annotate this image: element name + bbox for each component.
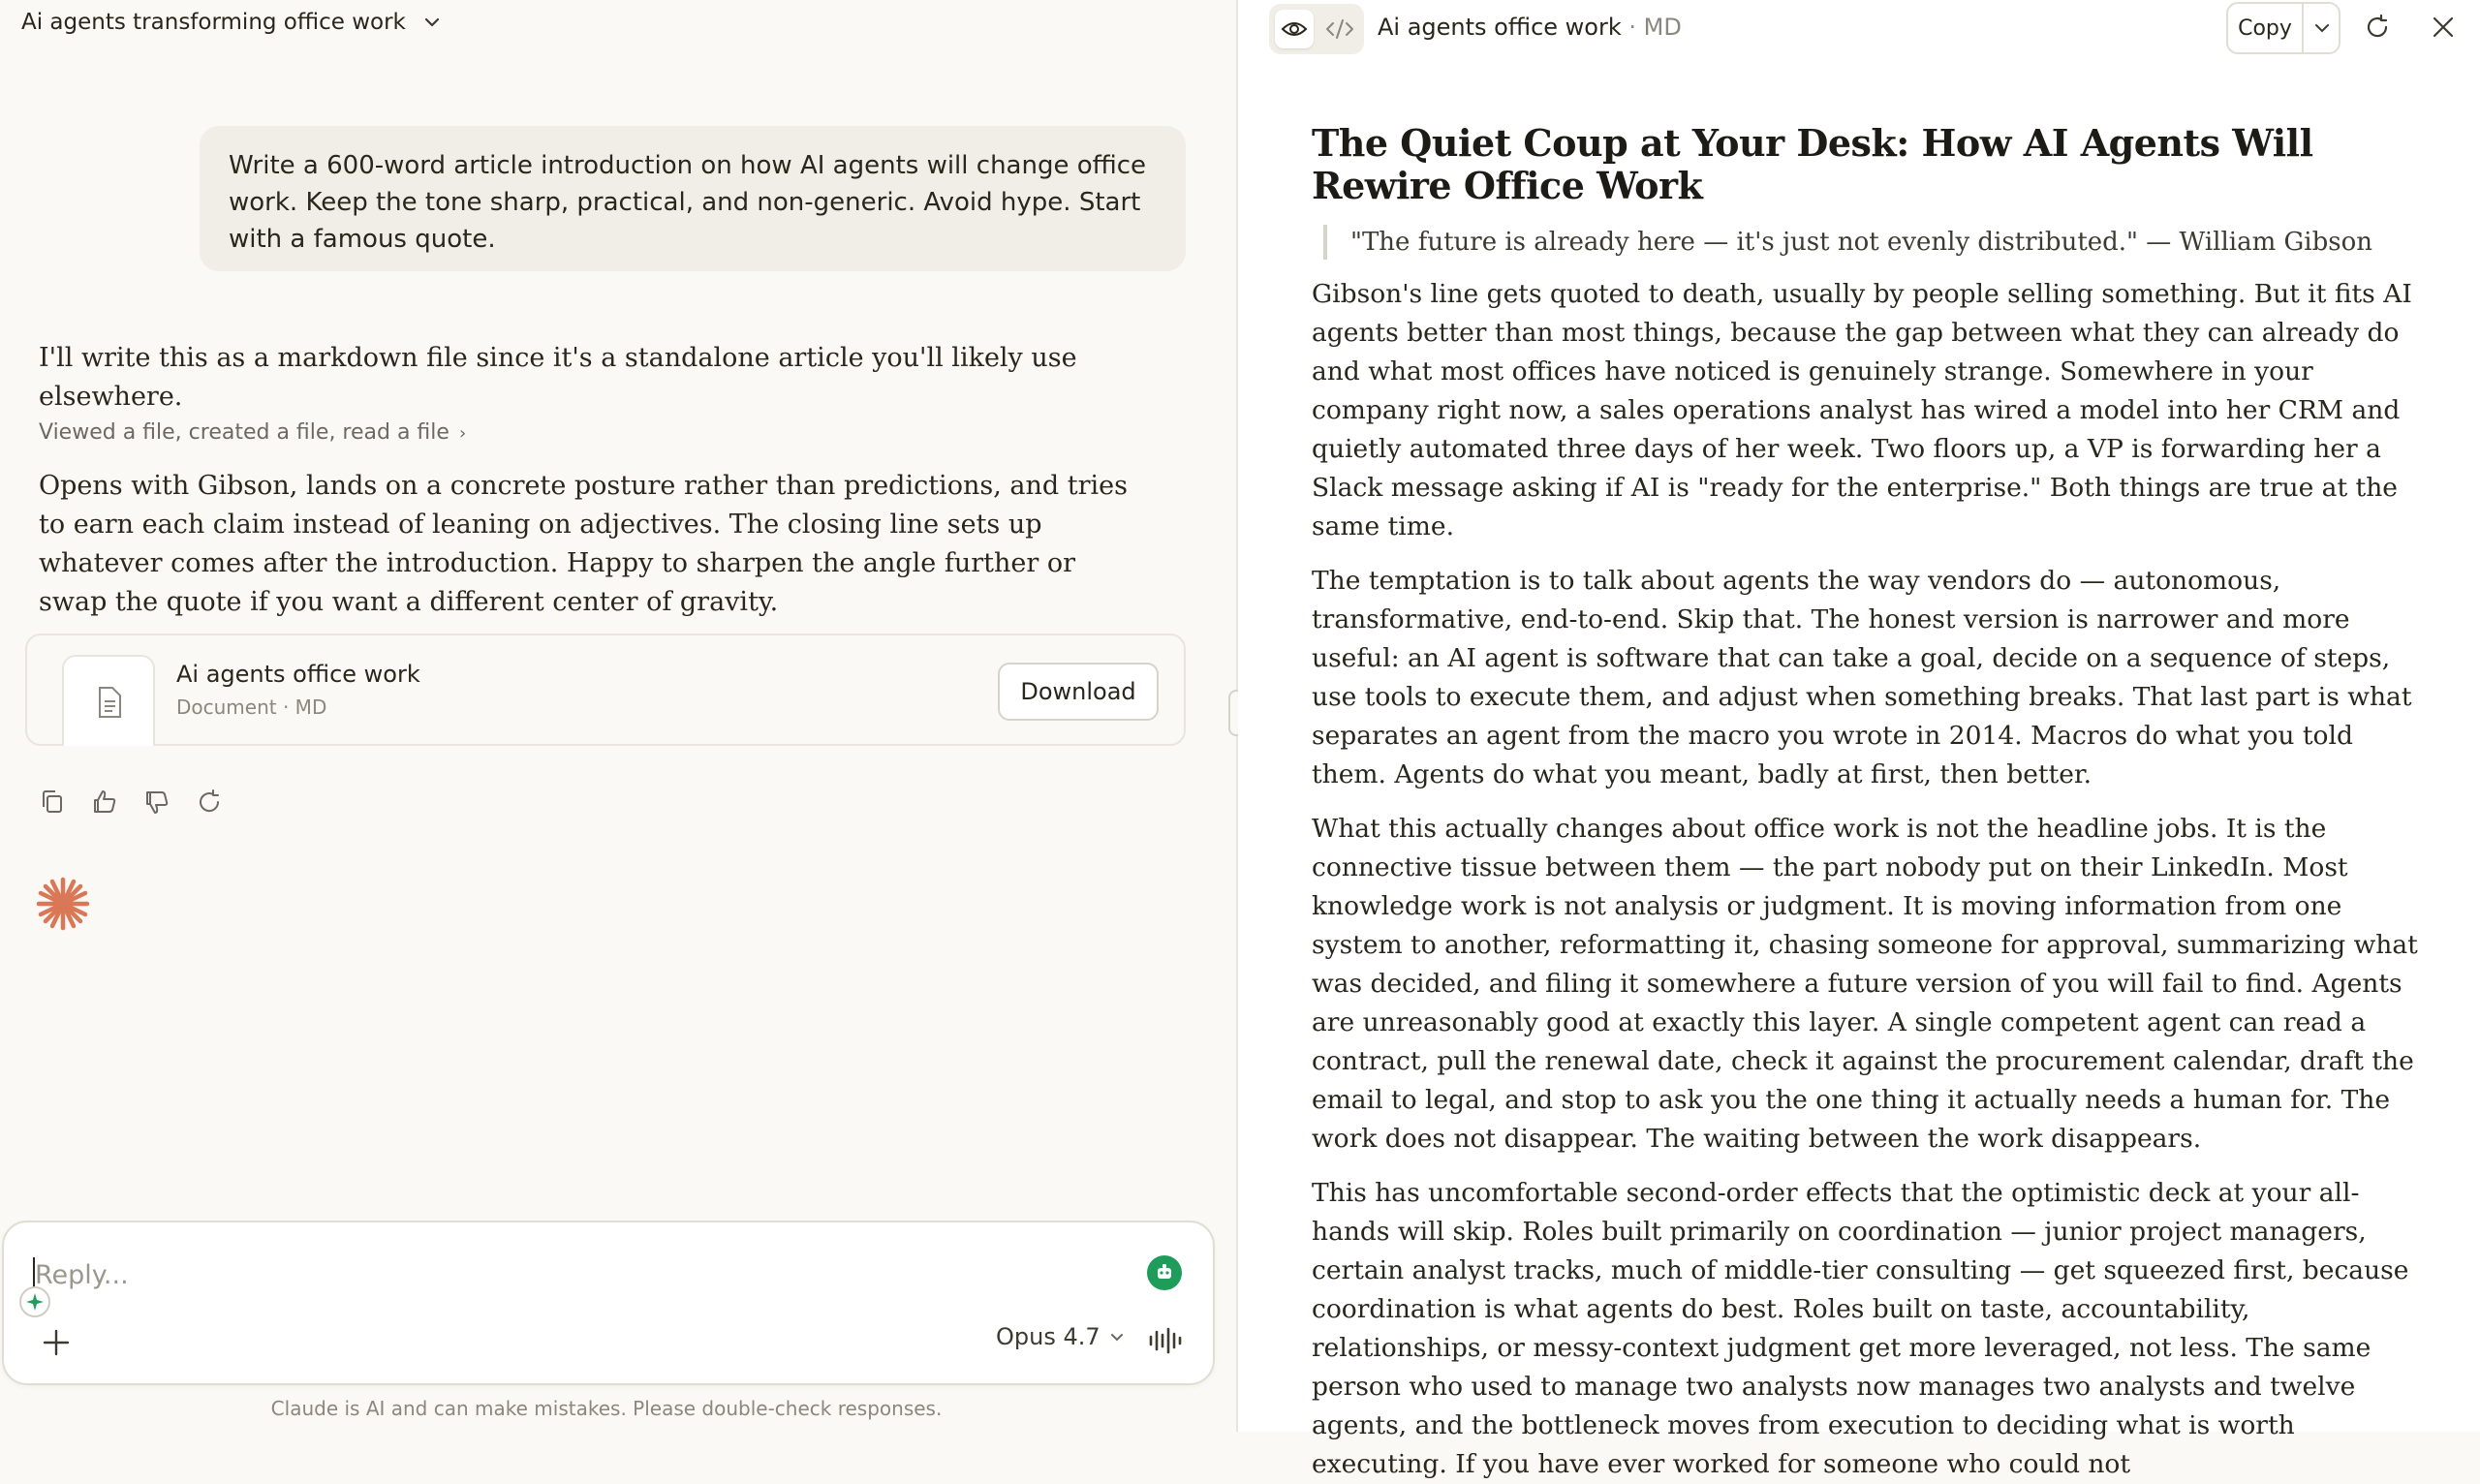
- reply-input[interactable]: [33, 1259, 1054, 1291]
- thumbs-down-icon[interactable]: [141, 787, 172, 818]
- assistant-intro: I'll write this as a markdown file since it's a standalone article you'll likely use elsewhere.: [39, 343, 1077, 412]
- view-toggle: [1269, 4, 1364, 54]
- conversation-title[interactable]: Ai agents transforming office work: [21, 10, 406, 35]
- thumbs-up-icon[interactable]: [89, 787, 120, 818]
- grammar-extension-icon[interactable]: [1147, 1255, 1182, 1290]
- document-icon: [95, 686, 124, 719]
- article-heading: The Quiet Coup at Your Desk: How AI Agents Will Rewire Office Work: [1312, 121, 2313, 207]
- reply-composer: [2, 1221, 1215, 1385]
- article-paragraph: This has uncomfortable second-order effects that the optimistic deck at your all-hands will skip. Roles built primarily on coordination — junior project managers, certain analyst tracks, much of middle-tier consulting — get squeezed first, because coordination is what agents do best. Roles built on taste, accountability, relationships, or messy-context judgment get more leveraged, not less. The same person who used to manage two analysts now manages two analysts and twelve agents, and the bottleneck moves from execution to deciding what is worth executing. If you have ever worked for someone who could not: [1312, 1178, 2409, 1479]
- download-button[interactable]: Download: [998, 663, 1159, 721]
- user-message: Write a 600-word article introduction on how AI agents will change office work. Keep the tone sharp, practical, and non-generic. Avoid hype. Start with a famous quote.: [200, 126, 1186, 271]
- tool-actions-summary[interactable]: [39, 420, 466, 445]
- article-paragraph: What this actually changes about office work is not the headline jobs. It is the connective tissue between them — the part nobody put on their LinkedIn. Most knowledge work is not analysis or judgment. It is moving information from one system to another, reformatting it, chasing someone for approval, summarizing what was decided, and filing it somewhere a future version of you will fail to find. Agents are unreasonably good at exactly this layer. A single competent agent can read a contract, pull the renewal date, check it against the procurement calendar, draft the email to legal, and stop to ask you the one thing it actually needs a human for. The work does not disappear. The waiting between the work disappears.: [1312, 814, 2418, 1154]
- file-thumbnail: [62, 655, 155, 746]
- add-attachment-icon[interactable]: [39, 1325, 74, 1360]
- artifact-title: [1378, 14, 1682, 41]
- disclaimer: Claude is AI and can make mistakes. Please double-check responses.: [270, 1397, 943, 1420]
- copy-button[interactable]: Copy: [2228, 4, 2304, 52]
- chevron-right-icon: ›: [458, 423, 467, 444]
- model-name: Opus 4.7: [996, 1323, 1100, 1350]
- eye-icon: [1281, 17, 1308, 41]
- copy-icon[interactable]: [37, 787, 68, 818]
- article-paragraph: Gibson's line gets quoted to death, usually by people selling something. But it fits AI agents better than most things, because the gap between what they can already do and what most offices have noticed is genuinely strange. Somewhere in your company right now, a sales operations analyst has wired a model into her CRM and quietly automated three days of her week. Two floors up, a VP is forwarding her a Slack message asking if AI is "ready for the enterprise." Both things are true at the same time.: [1312, 279, 2412, 541]
- artifact-document: [1312, 122, 2426, 1484]
- file-attachment-card[interactable]: [25, 634, 1186, 746]
- chat-pane: [0, 0, 1236, 1432]
- extension-sparkle-icon[interactable]: [19, 1286, 50, 1317]
- text-caret: [33, 1257, 35, 1290]
- close-icon[interactable]: [2430, 14, 2457, 41]
- copy-button-group: [2226, 2, 2340, 54]
- voice-mode-icon[interactable]: [1145, 1321, 1184, 1360]
- article-paragraph: The temptation is to talk about agents the way vendors do — autonomous, transformative, end-to-end. Skip that. The honest version is narrower and more useful: an AI agent is software that can take a goal, decide on a sequence of steps, use tools to execute them, and adjust when something breaks. That last part is what separates an agent from the macro you wrote in 2014. Macros do what you told them. Agents do what you meant, badly at first, then better.: [1312, 566, 2412, 789]
- article-quote: "The future is already here — it's just not evenly distributed." — William Gibson: [1323, 225, 2426, 260]
- message-actions: [37, 787, 225, 818]
- refresh-icon[interactable]: [2362, 12, 2393, 43]
- assistant-message: Opens with Gibson, lands on a concrete posture rather than predictions, and tries to earn each claim instead of leaning on adjectives. The closing line sets up whatever comes after the introduction. Happy to sharpen the angle further or swap the quote if you want a different center of gravity.: [39, 471, 1128, 617]
- retry-icon[interactable]: [194, 787, 225, 818]
- code-icon: [1325, 17, 1354, 41]
- chevron-down-icon: [1108, 1328, 1126, 1345]
- claude-spark-icon: [35, 876, 91, 932]
- chevron-down-icon[interactable]: [418, 8, 446, 37]
- copy-options-dropdown[interactable]: [2306, 4, 2339, 52]
- tool-actions-label: Viewed a file, created a file, read a file: [39, 420, 450, 445]
- chevron-down-icon: [2306, 4, 2339, 52]
- file-name: Ai agents office work: [176, 661, 420, 688]
- artifact-format: · MD: [1628, 14, 1682, 41]
- artifact-pane: [1238, 0, 2480, 1479]
- preview-toggle[interactable]: [1275, 10, 1314, 48]
- model-selector[interactable]: [996, 1323, 1126, 1350]
- file-meta: Document · MD: [176, 696, 327, 719]
- artifact-name: Ai agents office work: [1378, 14, 1622, 41]
